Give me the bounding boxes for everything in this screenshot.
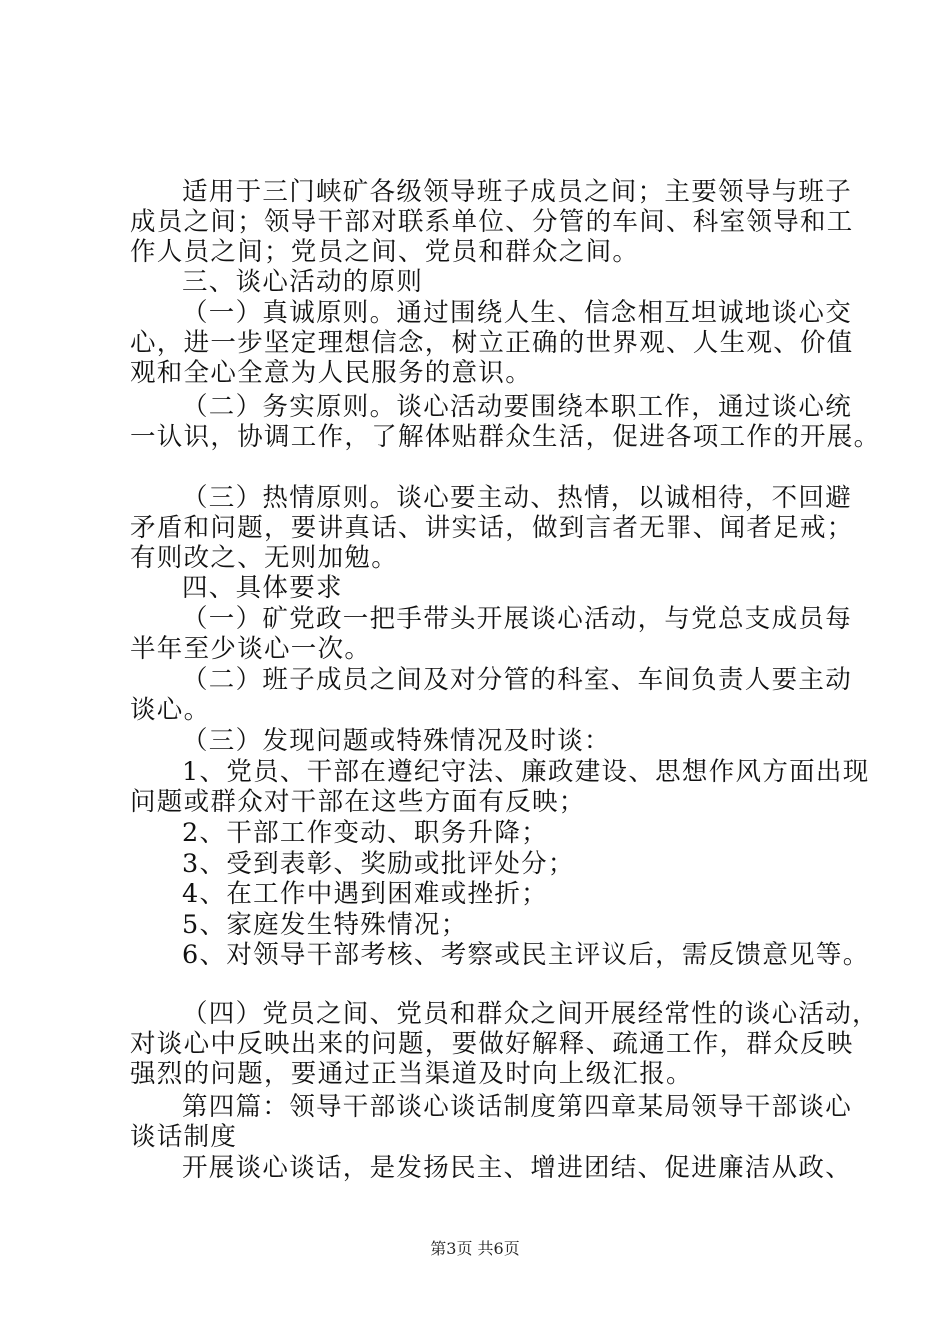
- text-line-15: 半年至少谈心一次。: [130, 634, 372, 664]
- section-heading-3: 三、谈心活动的原则: [182, 267, 424, 297]
- text-line-18: （三）发现问题或特殊情况及时谈：: [182, 726, 611, 756]
- text-line-29: 第四篇：领导干部谈心谈话制度第四章某局领导干部谈心: [182, 1092, 853, 1122]
- text-line-7: 观和全心全意为人民服务的意识。: [130, 358, 533, 388]
- text-line-24: 5、家庭发生特殊情况；: [182, 910, 468, 940]
- text-line-27: 对谈心中反映出来的问题，要做好解释、疏通工作，群众反映: [130, 1029, 854, 1059]
- text-line-3: 作人员之间；党员之间、党员和群众之间。: [130, 237, 640, 267]
- text-line-2: 成员之间；领导干部对联系单位、分管的车间、科室领导和工: [130, 207, 854, 237]
- text-line-12: 有则改之、无则加勉。: [130, 543, 399, 573]
- text-line-11: 矛盾和问题，要讲真话、讲实话，做到言者无罪、闻者足戒；: [130, 513, 854, 543]
- text-line-8: （二）务实原则。谈心活动要围绕本职工作，通过谈心统: [182, 392, 853, 422]
- text-line-21: 2、干部工作变动、职务升降；: [182, 818, 548, 848]
- text-line-20: 问题或群众对干部在这些方面有反映；: [130, 787, 586, 817]
- text-line-31: 开展谈心谈话，是发扬民主、增进团结、促进廉洁从政、: [182, 1153, 853, 1183]
- text-line-23: 4、在工作中遇到困难或挫折；: [182, 879, 548, 909]
- text-line-30: 谈话制度: [130, 1122, 238, 1152]
- text-line-16: （二）班子成员之间及对分管的科室、车间负责人要主动: [182, 665, 853, 695]
- section-heading-4: 四、具体要求: [182, 573, 343, 603]
- text-line-14: （一）矿党政一把手带头开展谈心活动，与党总支成员每: [182, 604, 853, 634]
- page-footer: 第3页 共6页: [430, 1239, 520, 1258]
- text-line-26: （四）党员之间、党员和群众之间开展经常性的谈心活动，: [182, 999, 879, 1029]
- text-line-28: 强烈的问题，要通过正当渠道及时向上级汇报。: [130, 1059, 693, 1089]
- text-line-19: 1、党员、干部在遵纪守法、廉政建设、思想作风方面出现: [182, 757, 870, 787]
- text-line-17: 谈心。: [130, 695, 211, 725]
- text-line-5: （一）真诚原则。通过围绕人生、信念相互坦诚地谈心交: [182, 298, 853, 328]
- text-line-1: 适用于三门峡矿各级领导班子成员之间；主要领导与班子: [182, 177, 853, 207]
- text-line-6: 心，进一步坚定理想信念，树立正确的世界观、人生观、价值: [130, 328, 854, 358]
- text-line-9: 一认识，协调工作，了解体贴群众生活，促进各项工作的开展。: [130, 422, 881, 452]
- text-line-10: （三）热情原则。谈心要主动、热情，以诚相待，不回避: [182, 483, 853, 513]
- text-line-22: 3、受到表彰、奖励或批评处分；: [182, 849, 575, 879]
- text-line-25: 6、对领导干部考核、考察或民主评议后，需反馈意见等。: [182, 940, 870, 970]
